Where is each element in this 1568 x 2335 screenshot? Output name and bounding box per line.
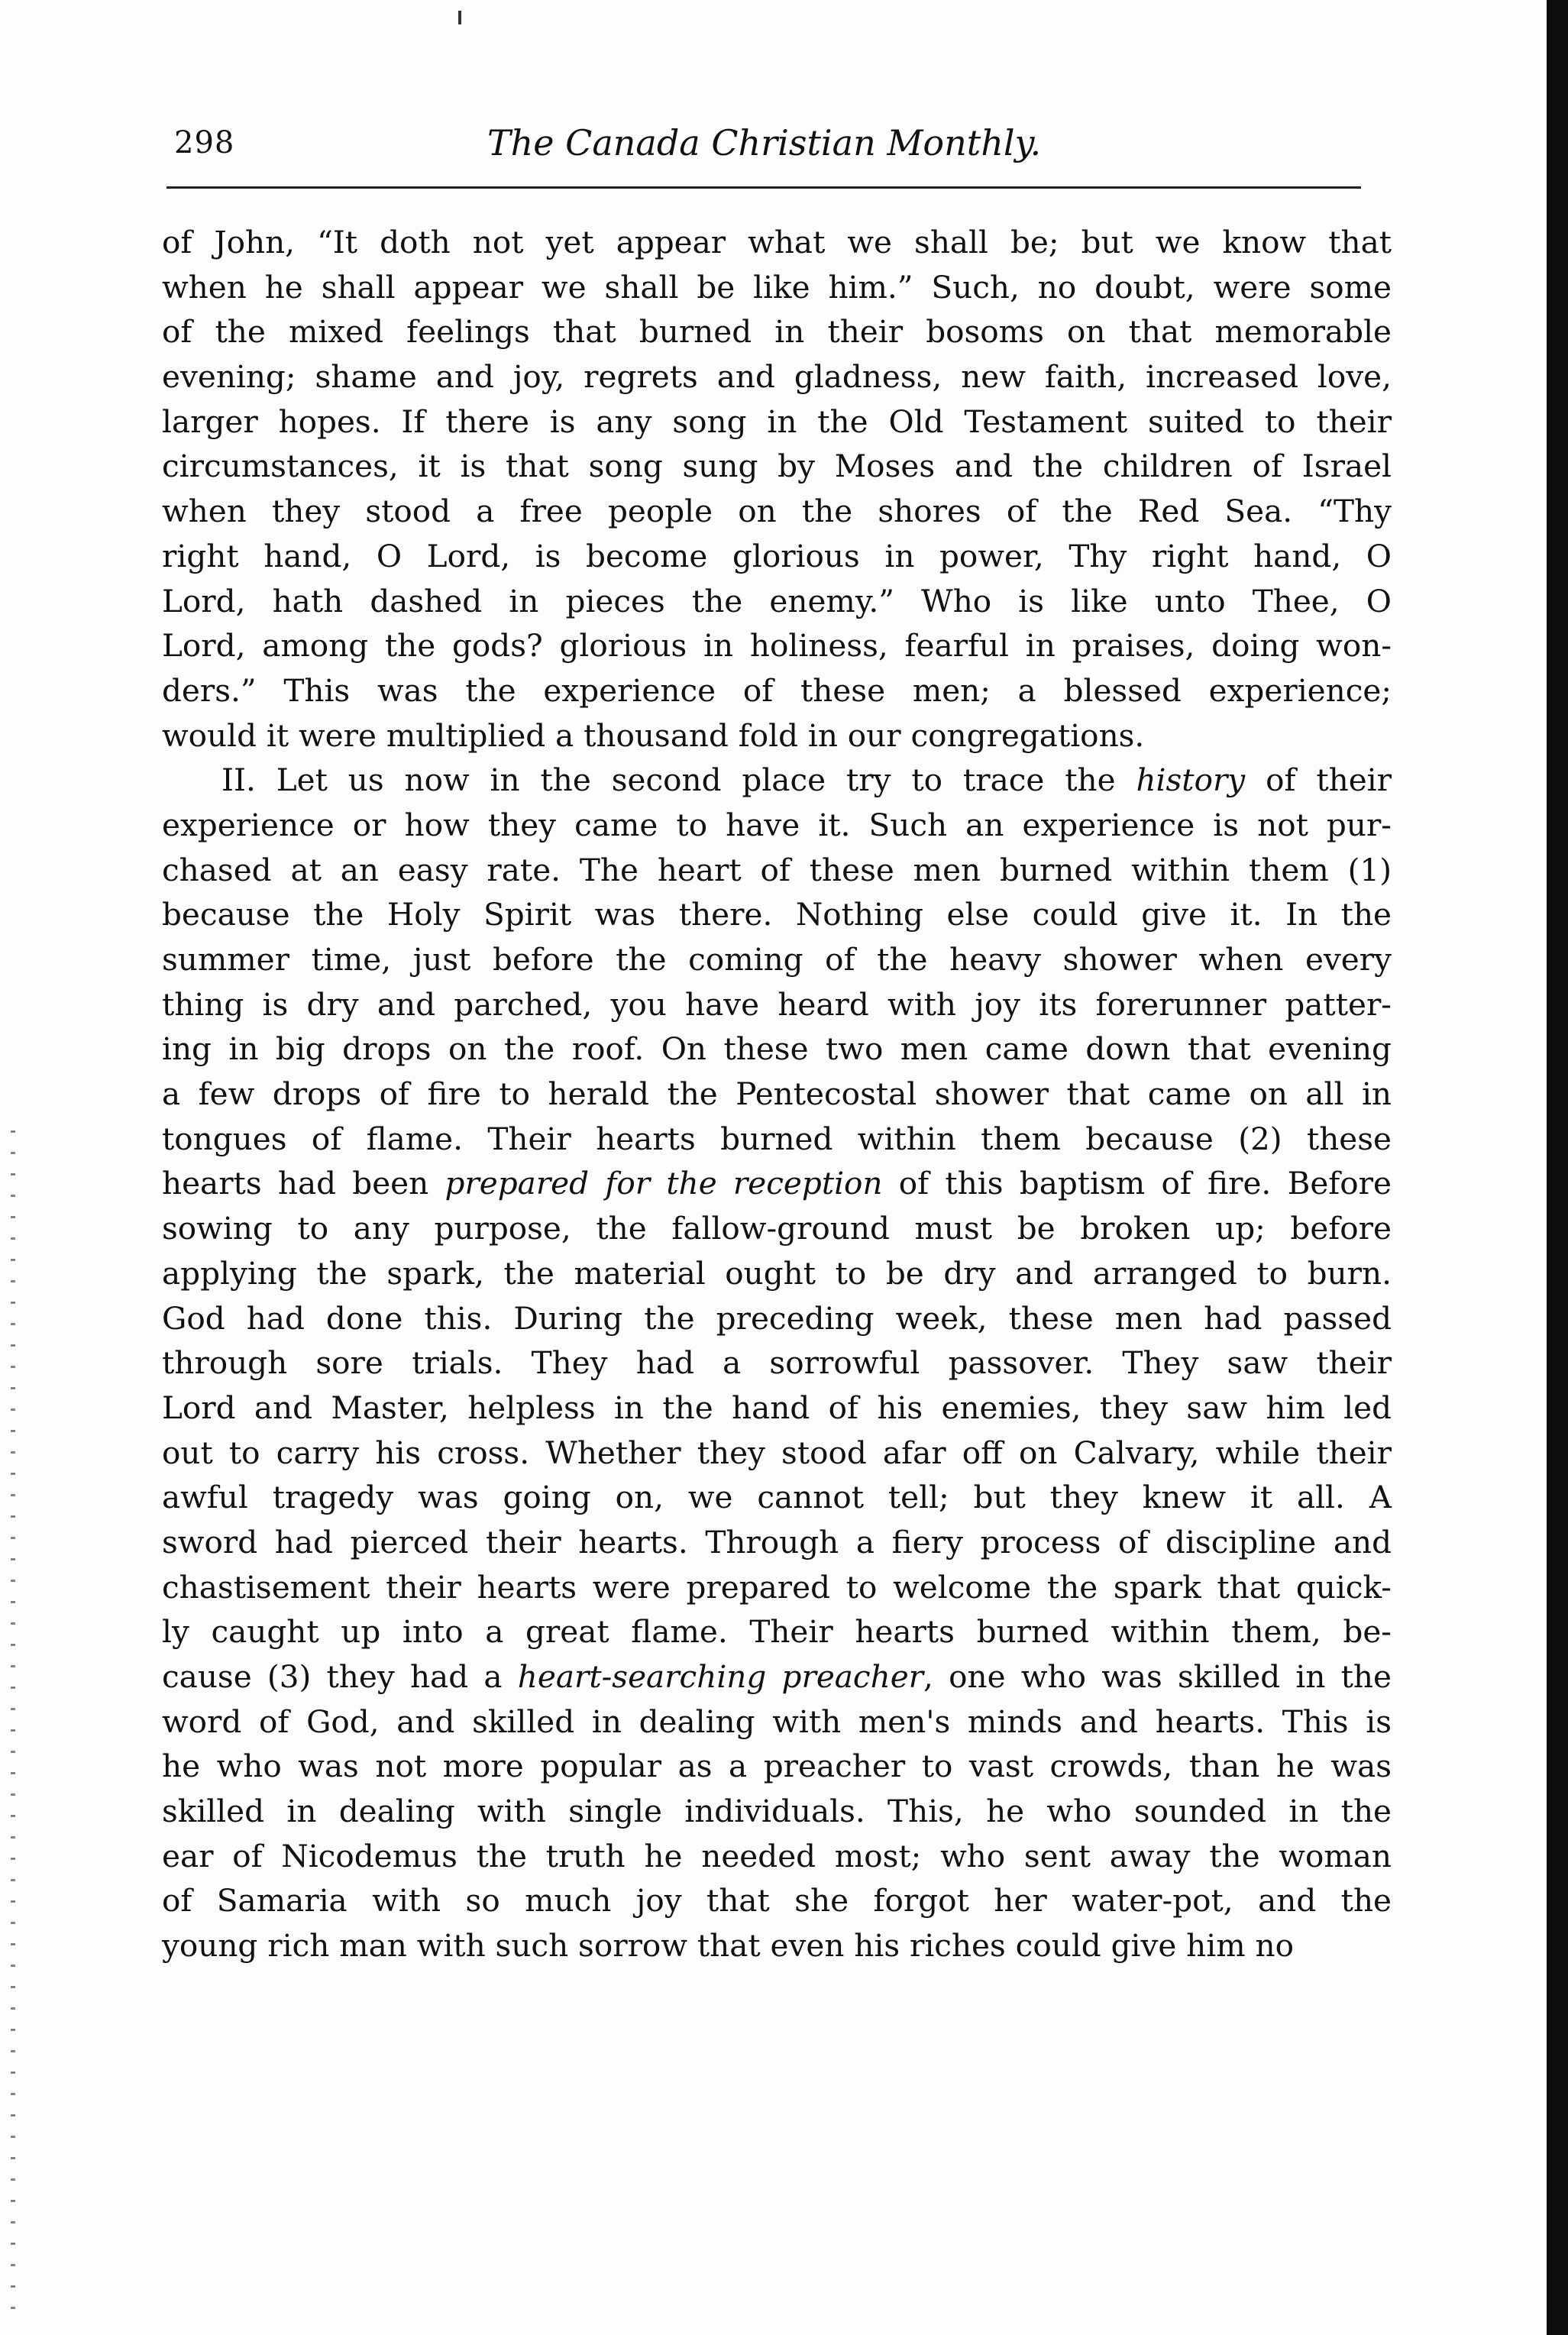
text-line — [162, 444, 1392, 489]
text-line — [162, 1296, 1392, 1341]
text-segment: because the Holy Spirit was there. Nothing else could give it. In the — [162, 896, 1392, 933]
text-segment: through sore trials. They had a sorrowful passover. They saw their — [162, 1344, 1392, 1382]
text-segment: ear of Nicodemus the truth he needed most; who sent away the woman — [162, 1837, 1392, 1874]
text-line — [162, 803, 1392, 848]
running-title: The Canada Christian Monthly. — [487, 122, 1042, 163]
text-line — [162, 758, 1392, 803]
text-line — [162, 1565, 1392, 1610]
text-segment: ly caught up into a great flame. Their hearts burned within them, be- — [162, 1613, 1392, 1651]
text-line — [162, 1923, 1392, 1968]
text-line — [162, 1654, 1392, 1700]
text-line — [162, 1789, 1392, 1834]
text-segment: Lord and Master, helpless in the hand of his enemies, they saw him led — [162, 1389, 1392, 1426]
text-segment: applying the spark, the material ought to be dry and arranged to burn. — [162, 1254, 1392, 1292]
scan-speckle — [11, 1130, 15, 2322]
text-segment: hearts had been — [162, 1165, 445, 1202]
text-line — [162, 623, 1392, 668]
running-header — [174, 115, 1413, 168]
text-line — [162, 1834, 1392, 1879]
text-segment: right hand, O Lord, is become glorious in power, Thy right hand, O — [162, 537, 1392, 574]
text-segment: skilled in dealing with single individuals. This, he who sounded in the — [162, 1793, 1392, 1830]
text-line — [162, 713, 1392, 758]
text-segment: ing in big drops on the roof. On these two men came down that evening — [162, 1030, 1392, 1068]
italic-text: heart-searching preacher — [517, 1658, 924, 1695]
text-line — [162, 1609, 1392, 1654]
text-line — [162, 354, 1392, 399]
text-segment: Lord, hath dashed in pieces the enemy.” Who is like unto Thee, O — [162, 582, 1392, 619]
italic-text: prepared for the reception — [445, 1165, 883, 1202]
text-line — [162, 534, 1392, 579]
text-line — [162, 1251, 1392, 1296]
text-segment: of their — [1245, 762, 1392, 799]
text-line — [162, 1072, 1392, 1117]
text-line — [162, 489, 1392, 534]
text-line — [162, 1386, 1392, 1431]
text-segment: of the mixed feelings that burned in their bosoms on that memorable — [162, 313, 1392, 351]
text-line — [162, 399, 1392, 445]
text-line — [162, 579, 1392, 624]
text-segment: of this baptism of fire. Before — [882, 1165, 1392, 1202]
text-line — [162, 668, 1392, 713]
text-segment: , one who was skilled in the — [923, 1658, 1392, 1695]
binding-edge — [1547, 0, 1568, 2335]
text-line — [162, 982, 1392, 1027]
text-segment: awful tragedy was going on, we cannot tell; but they knew it all. A — [162, 1479, 1392, 1516]
text-segment: word of God, and skilled in dealing with men's minds and hearts. This is — [162, 1703, 1392, 1740]
text-segment: cause (3) they had a — [162, 1658, 518, 1695]
text-line — [162, 1117, 1392, 1162]
text-segment: larger hopes. If there is any song in the Old Testament suited to their — [162, 403, 1392, 440]
text-line — [162, 1475, 1392, 1520]
text-segment: tongues of flame. Their hearts burned within them because (2) these — [162, 1120, 1392, 1157]
text-segment: summer time, just before the coming of the heavy shower when every — [162, 941, 1392, 978]
text-line — [162, 265, 1392, 310]
text-line — [162, 309, 1392, 354]
text-segment: chastisement their hearts were prepared to welcome the spark that quick- — [162, 1568, 1392, 1606]
text-line — [162, 1206, 1392, 1251]
text-line — [162, 937, 1392, 982]
text-line — [162, 1161, 1392, 1206]
text-segment: sowing to any purpose, the fallow-ground must be broken up; before — [162, 1210, 1392, 1247]
text-segment: experience or how they came to have it. Such an experience is not pur- — [162, 806, 1392, 843]
text-line — [162, 1744, 1392, 1789]
text-line — [162, 1431, 1392, 1476]
text-segment: when they stood a free people on the shores of the Red Sea. “Thy — [162, 493, 1392, 530]
text-line — [162, 1700, 1392, 1745]
text-segment: would it were multiplied a thousand fold in our congregations. — [162, 716, 1145, 754]
text-segment: II. Let us now in the second place try to trace the — [221, 762, 1136, 799]
page-number: 298 — [174, 125, 235, 160]
text-segment: evening; shame and joy, regrets and gladness, new faith, increased love, — [162, 358, 1392, 396]
article-body — [162, 220, 1392, 1968]
text-segment: circumstances, it is that song sung by Moses and the children of Israel — [162, 448, 1392, 485]
text-line — [162, 892, 1392, 937]
text-line — [162, 1878, 1392, 1923]
text-segment: young rich man with such sorrow that even his riches could give him no — [162, 1927, 1294, 1965]
text-segment: God had done this. During the preceding week, these men had passed — [162, 1299, 1392, 1337]
text-segment: Lord, among the gods? glorious in holiness, fearful in praises, doing won- — [162, 627, 1392, 665]
text-segment: chased at an easy rate. The heart of these men burned within them (1) — [162, 851, 1392, 888]
text-segment: thing is dry and parched, you have heard with joy its forerunner patter- — [162, 985, 1392, 1023]
italic-text: history — [1136, 762, 1246, 799]
text-segment: of Samaria with so much joy that she forgot her water-pot, and the — [162, 1882, 1392, 1919]
text-segment: of John, “It doth not yet appear what we shall be; but we know that — [162, 224, 1392, 260]
text-line — [162, 1341, 1392, 1386]
text-segment: ders.” This was the experience of these men; a blessed experience; — [162, 671, 1392, 709]
text-line — [162, 220, 1392, 265]
text-line — [162, 1520, 1392, 1565]
text-line — [162, 848, 1392, 893]
text-segment: when he shall appear we shall be like him.” Such, no doubt, were some — [162, 268, 1392, 306]
text-line — [162, 1027, 1392, 1072]
text-segment: a few drops of fire to herald the Pentecostal shower that came on all in — [162, 1075, 1392, 1113]
text-segment: out to carry his cross. Whether they stood afar off on Calvary, while their — [162, 1434, 1392, 1471]
header-rule — [166, 186, 1361, 189]
text-segment: he who was not more popular as a preacher to vast crowds, than he was — [162, 1748, 1392, 1785]
text-segment: sword had pierced their hearts. Through a fiery process of discipline and — [162, 1523, 1392, 1560]
stray-mark — [458, 11, 461, 24]
